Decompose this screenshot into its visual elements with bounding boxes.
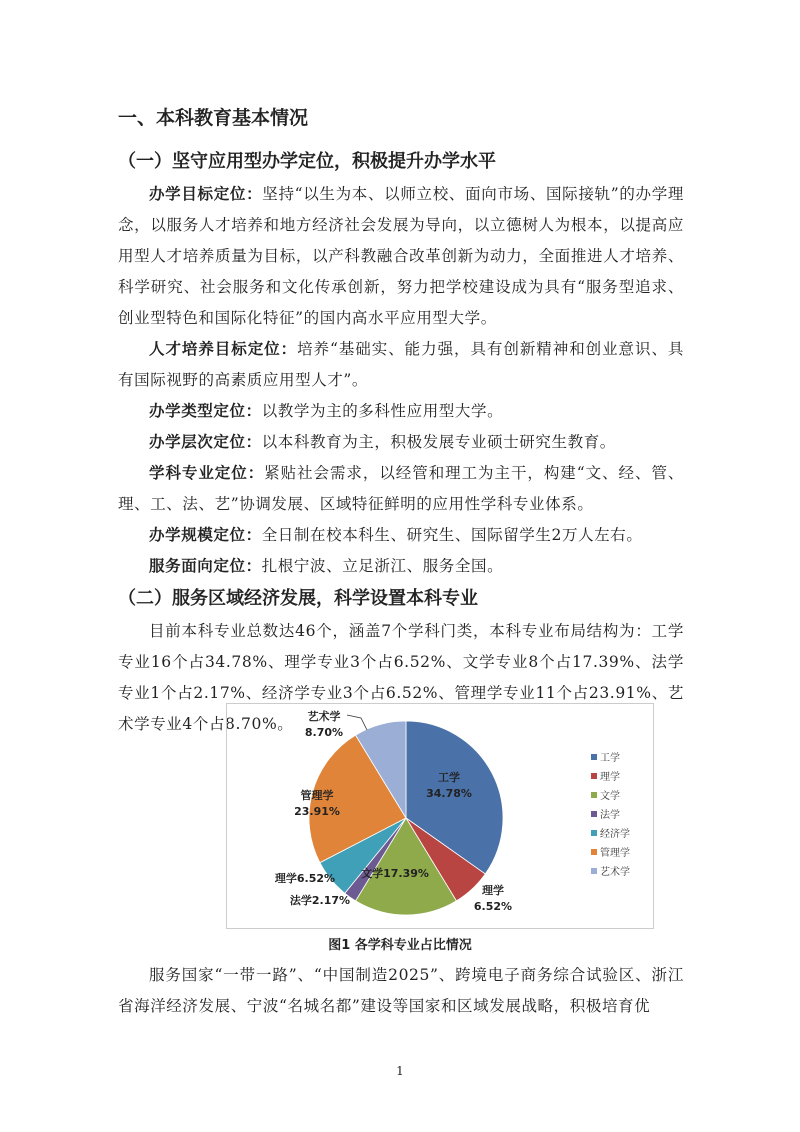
pie-data-label: 法学2.17%	[289, 894, 351, 907]
legend-label: 经济学	[600, 829, 630, 840]
position-paragraph	[118, 396, 684, 427]
pie-data-label: 理学6.52%	[274, 872, 336, 885]
figure-caption: 图1 各学科专业占比情况	[328, 938, 472, 953]
position-text: 紧贴社会需求，以经管和理工为主干，构建“文、经、管、理、工、法、艺”协调发展、区域特征鲜明的应用性学科专业体系。	[118, 464, 684, 513]
pie-data-label: 6.52%	[473, 900, 513, 913]
pie-data-label: 工学	[438, 771, 460, 784]
position-text: 坚持“以生为本、以师立校、面向市场、国际接轨”的办学理念，以服务人才培养和地方经济社会发展为导向，以立德树人为根本，以提高应用型人才培养质量为目标，以产科教融合改革创新为动力，全面推进人才培养、科学研究、社会服务和文化传承创新，努力把学校建设成为具有“服务型追求、创业型特色和国际化特征”的国内高水平应用型大学。	[118, 185, 684, 327]
pie-chart-svg	[227, 704, 653, 928]
position-paragraph	[118, 179, 684, 334]
position-paragraph	[118, 458, 684, 520]
position-text: 全日制在校本科生、研究生、国际留学生2万人左右。	[261, 526, 643, 544]
position-label: 服务面向定位：	[149, 557, 262, 575]
closing-paragraph: 服务国家“一带一路”、“中国制造2025”、跨境电子商务综合试验区、浙江省海洋经济发展、宁波“名城名都”建设等国家和区域发展战略，积极培育优	[118, 966, 684, 1015]
position-label: 办学规模定位：	[149, 526, 262, 544]
position-text: 培养“基础实、能力强，具有创新精神和创业意识、具有国际视野的高素质应用型人才”。	[118, 340, 685, 389]
legend-label: 艺术学	[600, 867, 630, 878]
page-number: 1	[396, 1064, 404, 1078]
legend-label: 管理学	[600, 848, 630, 859]
position-label: 办学类型定位：	[149, 402, 262, 420]
legend-swatch	[591, 811, 597, 817]
subsection-title-1: （一）坚守应用型办学定位，积极提升办学水平	[118, 151, 496, 172]
subsection-title-2: （二）服务区域经济发展，科学设置本科专业	[118, 588, 478, 609]
legend-swatch	[591, 773, 597, 779]
legend-label: 法学	[600, 810, 620, 821]
position-label: 办学目标定位：	[149, 185, 263, 203]
pie-data-label: 管理学	[300, 789, 334, 802]
section-title: 一、本科教育基本情况	[118, 107, 309, 129]
pie-data-label: 艺术学	[307, 710, 341, 723]
legend-label: 文学	[600, 791, 620, 802]
legend-swatch	[591, 868, 597, 874]
pie-data-label: 理学	[482, 884, 504, 897]
legend-swatch	[591, 754, 597, 760]
position-label: 人才培养目标定位：	[149, 340, 298, 358]
legend-swatch	[591, 830, 597, 836]
pie-chart	[226, 703, 654, 929]
majors-paragraph: 目前本科专业总数达46个，涵盖7个学科门类，本科专业布局结构为：工学专业16个占34.78%、理学专业3个占6.52%、文学专业8个占17.39%、法学专业1个占2.17%、经济学专业3个占6.52%、管理学专业11个占23.91%、艺术学专业4个占8.70%。	[118, 622, 684, 733]
legend-swatch	[591, 849, 597, 855]
legend-label: 理学	[600, 772, 620, 783]
pie-data-label: 23.91%	[294, 805, 340, 818]
position-paragraph	[118, 520, 684, 551]
position-paragraph	[118, 334, 684, 396]
pie-data-label: 34.78%	[426, 787, 472, 800]
position-label: 办学层次定位：	[149, 433, 262, 451]
position-text: 以本科教育为主，积极发展专业硕士研究生教育。	[261, 433, 616, 451]
leader-line	[347, 715, 367, 730]
position-paragraph	[118, 551, 684, 582]
closing-section	[118, 960, 684, 1022]
pie-data-label: 8.70%	[304, 726, 344, 739]
position-text: 以教学为主的多科性应用型大学。	[261, 402, 504, 420]
position-text: 扎根宁波、立足浙江、服务全国。	[261, 557, 504, 575]
legend-swatch	[591, 792, 597, 798]
position-paragraph	[118, 427, 684, 458]
document-body	[118, 103, 684, 740]
pie-data-label: 文学17.39%	[361, 867, 429, 880]
position-label: 学科专业定位：	[149, 464, 265, 482]
legend-label: 工学	[600, 753, 620, 764]
